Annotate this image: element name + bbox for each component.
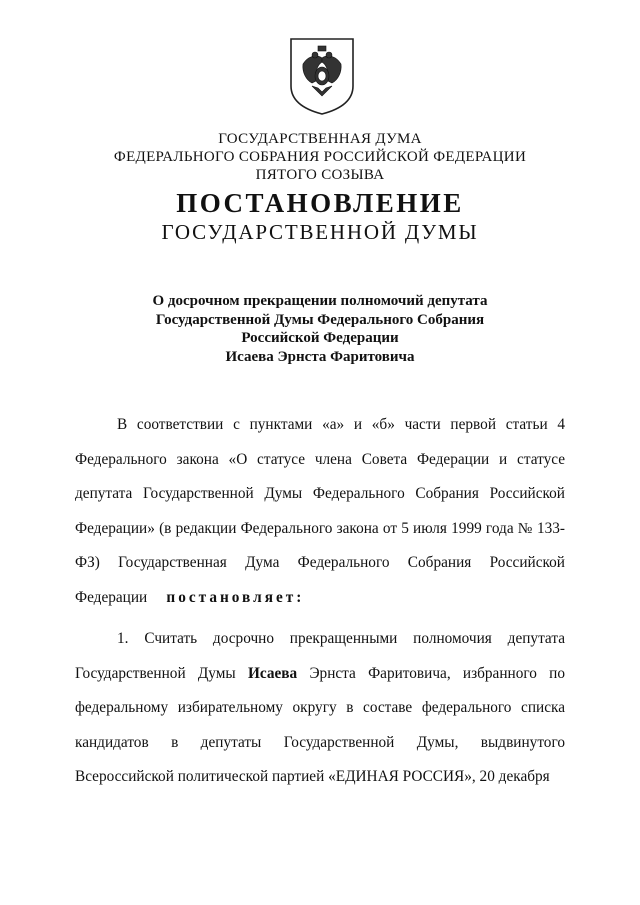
subject-line-1: О досрочном прекращении полномочий депутата [152,293,488,309]
item-1-text-b: Эрнста Фаритовича, избранного по федеральному избирательному округу в составе федерального списка кандидатов в депутаты Государственной Думы, выдвинутого Всероссийской политической партией «ЕДИНАЯ РОССИЯ», 20 декабря [75,664,565,785]
parliament-header [0,130,640,184]
state-emblem-icon [288,36,356,116]
header-line-3: ПЯТОГО СОЗЫВА [255,167,385,183]
preamble-paragraph [75,408,565,615]
deputy-surname: Исаева [247,664,298,682]
decree-word: постановляет: [166,588,305,606]
document-type: ПОСТАНОВЛЕНИЕ [176,188,464,218]
subject-line-4: Исаева Эрнста Фаритовича [225,348,415,365]
item-1-text-a: Считать досрочно прекращенными полномочия депутата Государственной Думы [75,630,565,682]
preamble-text: В соответствии с пунктами «а» и «б» части первой статьи 4 Федерального закона «О статусе члена Совета Федерации и статусе депутата Государственной Думы Федерального Собрания Российской Федерации» (в редакции Федерального закона от 5 июля 1999 года № 133-ФЗ) Государственная Дума Федерального Собрания Российской Федерации [75,416,565,606]
resolution-subject [0,292,640,366]
header-line-1: ГОСУДАРСТВЕННАЯ ДУМА [218,131,422,147]
item-1-paragraph [75,622,565,795]
subject-line-2: Государственной Думы Федерального Собрания [155,311,485,328]
header-line-2: ФЕДЕРАЛЬНОГО СОБРАНИЯ РОССИЙСКОЙ ФЕДЕРАЦИИ [113,149,527,165]
item-1-number: 1. [117,630,129,647]
document-issuer: ГОСУДАРСТВЕННОЙ ДУМЫ [161,220,479,244]
subject-line-3: Российской Федерации [241,330,399,346]
